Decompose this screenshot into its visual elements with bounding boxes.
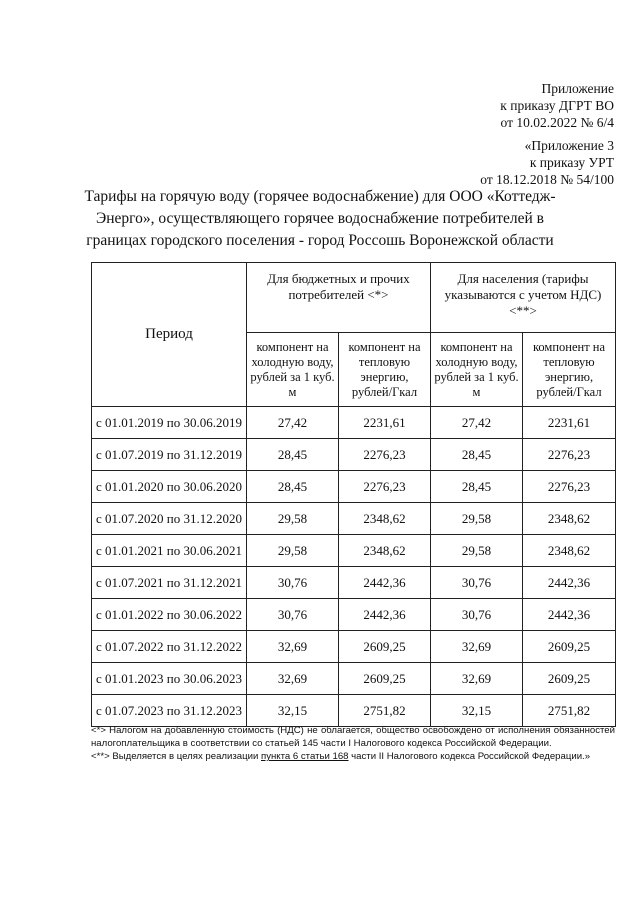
appendix-order-line1: Приложение [541, 81, 614, 96]
budget-heat-energy-cell: 2276,23 [339, 471, 431, 503]
appendix-original-line3: от 18.12.2018 № 54/100 [480, 172, 614, 187]
population-heat-energy-cell: 2609,25 [523, 663, 616, 695]
footnote-vat-population [91, 750, 615, 763]
tax-code-article-link[interactable]: пункта 6 статьи 168 [261, 751, 349, 762]
period-cell: с 01.07.2023 по 31.12.2023 [92, 695, 247, 727]
budget-heat-energy-cell: 2609,25 [339, 663, 431, 695]
population-heat-energy-cell: 2609,25 [523, 631, 616, 663]
population-cold-water-cell: 32,15 [431, 695, 523, 727]
population-heat-energy-header: компонент на тепловую энергию, рублей/Гкал [523, 333, 616, 407]
budget-cold-water-cell: 29,58 [247, 535, 339, 567]
population-cold-water-cell: 29,58 [431, 535, 523, 567]
budget-heat-energy-cell: 2609,25 [339, 631, 431, 663]
budget-consumers-header: Для бюджетных и прочих потребителей <*> [247, 263, 431, 333]
population-cold-water-cell: 28,45 [431, 471, 523, 503]
population-heat-energy-cell: 2348,62 [523, 535, 616, 567]
budget-cold-water-cell: 30,76 [247, 599, 339, 631]
appendix-order-line3: от 10.02.2022 № 6/4 [500, 115, 614, 130]
budget-heat-energy-cell: 2442,36 [339, 567, 431, 599]
population-heat-energy-cell: 2348,62 [523, 503, 616, 535]
budget-cold-water-cell: 32,69 [247, 663, 339, 695]
budget-heat-energy-cell: 2348,62 [339, 503, 431, 535]
population-cold-water-cell: 30,76 [431, 567, 523, 599]
budget-cold-water-cell: 32,69 [247, 631, 339, 663]
appendix-original-header [480, 137, 614, 188]
period-cell: с 01.01.2019 по 30.06.2019 [92, 407, 247, 439]
population-cold-water-cell: 32,69 [431, 631, 523, 663]
budget-heat-energy-cell: 2276,23 [339, 439, 431, 471]
budget-cold-water-cell: 28,45 [247, 471, 339, 503]
budget-heat-energy-cell: 2751,82 [339, 695, 431, 727]
table-row [92, 407, 616, 439]
period-cell: с 01.01.2023 по 30.06.2023 [92, 663, 247, 695]
period-cell: с 01.07.2022 по 31.12.2022 [92, 631, 247, 663]
table-row [92, 567, 616, 599]
population-heat-energy-cell: 2276,23 [523, 471, 616, 503]
table-row [92, 631, 616, 663]
population-heat-energy-cell: 2751,82 [523, 695, 616, 727]
period-cell: с 01.07.2019 по 31.12.2019 [92, 439, 247, 471]
budget-heat-energy-cell: 2231,61 [339, 407, 431, 439]
population-heat-energy-cell: 2442,36 [523, 599, 616, 631]
population-heat-energy-cell: 2442,36 [523, 567, 616, 599]
table-row [92, 695, 616, 727]
table-row [92, 663, 616, 695]
table-row [92, 503, 616, 535]
budget-cold-water-cell: 28,45 [247, 439, 339, 471]
budget-cold-water-cell: 32,15 [247, 695, 339, 727]
population-cold-water-cell: 28,45 [431, 439, 523, 471]
budget-cold-water-cell: 30,76 [247, 567, 339, 599]
budget-cold-water-header: компонент на холодную воду, рублей за 1 куб. м [247, 333, 339, 407]
period-header: Период [92, 263, 247, 407]
footnotes [91, 724, 615, 763]
tariff-table [91, 262, 616, 727]
appendix-order-line2: к приказу ДГРТ ВО [500, 98, 614, 113]
period-cell: с 01.01.2021 по 30.06.2021 [92, 535, 247, 567]
population-heat-energy-cell: 2231,61 [523, 407, 616, 439]
budget-heat-energy-cell: 2442,36 [339, 599, 431, 631]
appendix-order-header [500, 80, 614, 131]
footnote-prefix: <**> Выделяется в целях реализации [91, 751, 261, 762]
budget-cold-water-cell: 27,42 [247, 407, 339, 439]
appendix-original-line1: «Приложение 3 [524, 138, 614, 153]
population-cold-water-header: компонент на холодную воду, рублей за 1 куб. м [431, 333, 523, 407]
footnote-vat-exempt: <*> Налогом на добавленную стоимость (НДС) не облагается, общество освобождено от исполнения обязанностей налогоплательщика в соответствии со статьей 145 части I Налогового кодекса Российской Федерации. [91, 725, 615, 749]
period-cell: с 01.07.2021 по 31.12.2021 [92, 567, 247, 599]
document-title: Тарифы на горячую воду (горячее водоснабжение) для ООО «Коттедж-Энерго», осуществляющего горячее водоснабжение потребителей в границах городского поселения - город Россошь Воронежской области [84, 188, 556, 249]
table-row [92, 471, 616, 503]
table-row [92, 439, 616, 471]
population-cold-water-cell: 29,58 [431, 503, 523, 535]
population-heat-energy-cell: 2276,23 [523, 439, 616, 471]
population-cold-water-cell: 27,42 [431, 407, 523, 439]
period-cell: с 01.07.2020 по 31.12.2020 [92, 503, 247, 535]
table-row [92, 599, 616, 631]
population-cold-water-cell: 30,76 [431, 599, 523, 631]
appendix-original-line2: к приказу УРТ [529, 155, 614, 170]
budget-heat-energy-cell: 2348,62 [339, 535, 431, 567]
budget-cold-water-cell: 29,58 [247, 503, 339, 535]
period-cell: с 01.01.2022 по 30.06.2022 [92, 599, 247, 631]
table-row [92, 535, 616, 567]
budget-heat-energy-header: компонент на тепловую энергию, рублей/Гкал [339, 333, 431, 407]
population-cold-water-cell: 32,69 [431, 663, 523, 695]
population-header: Для населения (тарифы указываются с учетом НДС) <**> [431, 263, 616, 333]
footnote-suffix: части II Налогового кодекса Российской Федерации.» [348, 751, 591, 762]
period-cell: с 01.01.2020 по 30.06.2020 [92, 471, 247, 503]
